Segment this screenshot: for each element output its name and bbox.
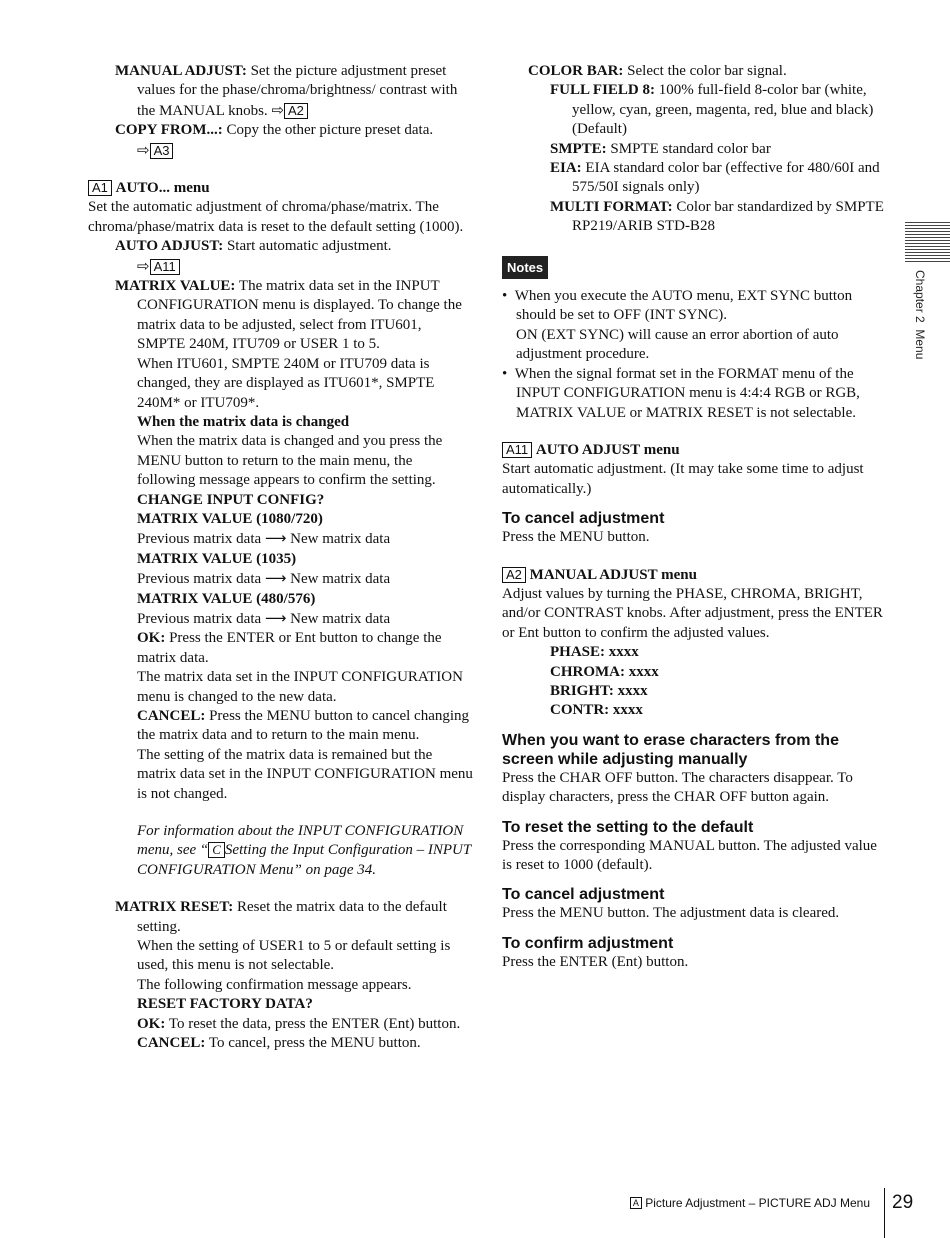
note-item: • When you execute the AUTO menu, EXT SYNC button should be set to OFF (INT SYNC). (502, 288, 853, 324)
ref-arrow-icon: ⇨ (271, 100, 285, 119)
right-column: COLOR BAR: Select the color bar signal. FULL FIELD 8: 100% full-field 8-color bar (white, yellow, cyan, green, magenta, red, blue and black) (Default) SMPTE: SMPTE standard color bar EIA: EIA standard color bar (effective for 480/60I and 575/50I signals only) MULTI FORMAT: Color bar standardized by SMPTE RP219/ARIB STD-B28 Notes • When you execute the AUTO menu, EXT SYNC button should be set to OFF (INT SYNC). ON (EXT SYNC) will cause an error abortion of auto adjustment procedure. • When the signal format set in the FORMAT menu of the INPUT CONFIGURATION menu is 4:4:4 RGB or RGB, MATRIX VALUE or MATRIX RESET is not selectable. A11 AUTO ADJUST menu Start automatic adjustment. (It may take some time to adjust automatically.) To cancel adjustment Press the MENU button. A2 MANUAL ADJUST menu Adjust values by turning the PHASE, CHROMA, BRIGHT, and/or CONTRAST knobs. After adjustment, press the ENTER or Ent button to confirm the adjusted values. PHASE: xxxx CHROMA: xxxx BRIGHT: xxxx CONTR: xxxx When you want to erase characters from the screen while adjusting manually Press the CHAR OFF button. The characters disappear. To display characters, press the CHAR OFF button again. To reset the setting to the default Press the corresponding MANUAL button. The adjusted value is reset to 1000 (default). To cancel adjustment Press the MENU button. The adjustment data is cleared. To confirm adjustment Press the ENTER (Ent) button. (502, 62, 886, 972)
cross-reference-note: For information about the INPUT CONFIGURATION menu, see “ C Setting the Input Configuration – INPUT CONFIGURATION Menu” on page 34. (137, 823, 471, 878)
notes-badge: Notes (502, 256, 548, 279)
right-arrow-icon: ⟶ (264, 529, 287, 548)
cancel-adjustment-heading: To cancel adjustment (502, 510, 665, 528)
multi-format-item: MULTI FORMAT: Color bar standardized by SMPTE RP219/ARIB STD-B28 (550, 198, 884, 235)
matrix-changed-heading: When the matrix data is changed (137, 413, 350, 430)
page-footer: A Picture Adjustment – PICTURE ADJ Menu (630, 1196, 870, 1210)
eia-item: EIA: EIA standard color bar (effective for 480/60I and 575/50I signals only) (550, 160, 880, 196)
ref-arrow-icon: ⇨ (137, 256, 150, 275)
copy-from-item: COPY FROM...: Copy the other picture preset data. ⇨ A3 (115, 122, 434, 159)
cancel-adjustment-heading-2: To cancel adjustment (502, 886, 665, 904)
auto-adjust-item: AUTO ADJUST: Start automatic adjustment. ⇨ A11 (115, 238, 392, 275)
section-box-a11: A11 (502, 442, 532, 458)
manual-adjust-menu-heading: A2 MANUAL ADJUST menu (502, 566, 886, 585)
right-arrow-icon: ⟶ (264, 608, 287, 627)
section-box-a2: A2 (502, 567, 526, 583)
footer-divider (884, 1188, 885, 1238)
ref-link-a11[interactable]: A11 (150, 259, 180, 275)
section-box-c: C (208, 842, 225, 858)
reset-default-heading: To reset the setting to the default (502, 818, 754, 836)
matrix-value-item: MATRIX VALUE: The matrix data set in the INPUT CONFIGURATION menu is displayed. To change the matrix data to be adjusted, select from ITU601, SMPTE 240M, ITU709 or USER 1 to 5. (115, 278, 462, 353)
section-box-a1: A1 (88, 180, 112, 196)
ref-link-a3[interactable]: A3 (150, 143, 174, 159)
chapter-tab-label: Chapter 2 Menu (913, 270, 927, 360)
right-arrow-icon: ⟶ (264, 569, 287, 588)
full-field-item: FULL FIELD 8: 100% full-field 8-color bar (white, yellow, cyan, green, magenta, red, blue and black) (Default) (550, 82, 874, 138)
auto-adjust-menu-heading: A11 AUTO ADJUST menu (502, 441, 886, 460)
auto-menu-heading: A1 AUTO... menu (88, 179, 473, 198)
erase-characters-heading: When you want to erase characters from the screen while adjusting manually (502, 731, 839, 768)
ref-arrow-icon: ⇨ (137, 140, 150, 159)
chapter-tab-stripes (905, 222, 950, 264)
page-number: 29 (892, 1192, 914, 1213)
color-bar-item: COLOR BAR: Select the color bar signal. (528, 63, 787, 79)
manual-adjust-item: MANUAL ADJUST: Set the picture adjustment preset values for the phase/chroma/brightness/ contrast with the MANUAL knobs. ⇨ A2 (115, 63, 458, 119)
smpte-item: SMPTE: SMPTE standard color bar (550, 140, 771, 157)
ref-link-a2[interactable]: A2 (284, 103, 308, 119)
left-column: MANUAL ADJUST: Set the picture adjustment preset values for the phase/chroma/brightness/ contrast with the MANUAL knobs. ⇨ A2 COPY FROM...: Copy the other picture preset data. ⇨ A3 A1 AUTO... menu Set the automatic adjustment of chroma/phase/matrix. The chroma/phase/matrix data is reset to the default setting (1000). AUTO ADJUST: Start automatic adjustment. ⇨ A11 MATRIX VALUE: The matrix data set in the INPUT CONFIGURATION menu is displayed. To change the matrix data to be adjusted, select from ITU601, SMPTE 240M, ITU709 or USER 1 to 5. When ITU601, SMPTE 240M or ITU709 data is changed, they are displayed as ITU601*, SMPTE 240M* or ITU709*. When the matrix data is changed When the matrix data is changed and you press the MENU button to return to the main menu, the following message appears to confirm the setting. CHANGE INPUT CONFIG? MATRIX VALUE (1080/720) Previous matrix data ⟶ New matrix data MATRIX VALUE (1035) Previous matrix data ⟶ New matrix data MATRIX VALUE (480/576) Previous matrix data ⟶ New matrix data OK: Press the ENTER or Ent button to change the matrix data. The matrix data set in the INPUT CONFIGURATION menu is changed to the new data. CANCEL: Press the MENU button to cancel changing the matrix data and to return to the main menu. The setting of the matrix data is remained but the matrix data set in the INPUT CONFIGURATION menu is not changed. For information about the INPUT CONFIGURATION menu, see “ C Setting the Input Configuration – INPUT CONFIGURATION Menu” on page 34. MATRIX RESET: Reset the matrix data to the default setting. When the setting of USER1 to 5 or default setting is used, this menu is not selectable. The following confirmation message appears. RESET FACTORY DATA? OK: To reset the data, press the ENTER (Ent) button. CANCEL: To cancel, press the MENU button. (88, 63, 473, 1052)
footer-section-box: A (630, 1197, 642, 1209)
auto-menu-intro: Set the automatic adjustment of chroma/phase/matrix. The chroma/phase/matrix data is reset to the default setting (1000). (88, 199, 464, 235)
note-item: • When the signal format set in the FORMAT menu of the INPUT CONFIGURATION menu is 4:4:4 RGB or RGB, MATRIX VALUE or MATRIX RESET is not selectable. (502, 365, 860, 421)
matrix-reset-item: MATRIX RESET: Reset the matrix data to the default setting. (115, 899, 447, 935)
confirm-adjustment-heading: To confirm adjustment (502, 934, 674, 952)
